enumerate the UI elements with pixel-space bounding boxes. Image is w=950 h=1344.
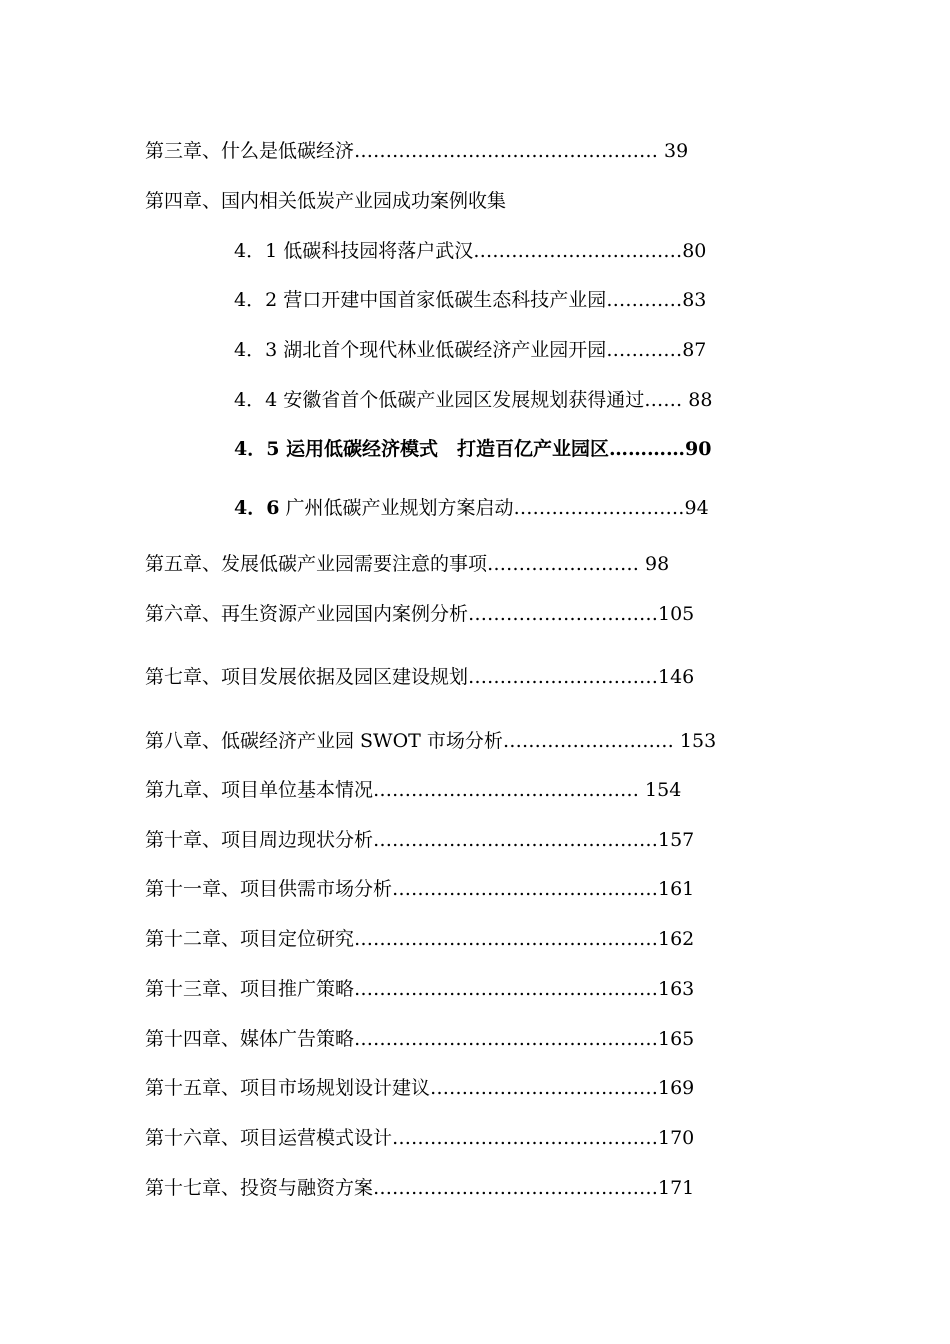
toc-entry-4-5[interactable]: 4．5 运用低碳经济模式 打造百亿产业园区…………90: [234, 438, 712, 460]
toc-entry-ch15[interactable]: 第十五章、项目市场规划设计建议………………………………169: [145, 1077, 695, 1099]
toc-entry-ch4[interactable]: 第四章、国内相关低炭产业园成功案例收集: [145, 190, 507, 212]
toc-entry-4-6-number: 4．6: [234, 497, 280, 519]
toc-entry-ch9[interactable]: 第九章、项目单位基本情况…………………………………… 154: [145, 779, 682, 801]
toc-entry-4-1[interactable]: 4．1 低碳科技园将落户武汉……………………………80: [234, 240, 707, 262]
toc-entry-ch17[interactable]: 第十七章、投资与融资方案………………………………………171: [145, 1177, 695, 1199]
toc-entry-4-6-title: 广州低碳产业规划方案启动………………………94: [279, 497, 709, 519]
toc-entry-4-4[interactable]: 4．4 安徽省首个低碳产业园区发展规划获得通过…… 88: [234, 389, 713, 411]
toc-entry-ch5[interactable]: 第五章、发展低碳产业园需要注意的事项…………………… 98: [145, 553, 670, 575]
toc-entry-ch10[interactable]: 第十章、项目周边现状分析………………………………………157: [145, 829, 695, 851]
toc-entry-4-3[interactable]: 4．3 湖北首个现代林业低碳经济产业园开园…………87: [234, 339, 707, 361]
toc-entry-ch3[interactable]: 第三章、什么是低碳经济………………………………………… 39: [145, 140, 689, 162]
toc-entry-ch16[interactable]: 第十六章、项目运营模式设计……………………………………170: [145, 1127, 695, 1149]
toc-entry-4-2[interactable]: 4．2 营口开建中国首家低碳生态科技产业园…………83: [234, 289, 707, 311]
toc-entry-ch6[interactable]: 第六章、再生资源产业园国内案例分析…………………………105: [145, 603, 695, 625]
toc-entry-ch8[interactable]: 第八章、低碳经济产业园 SWOT 市场分析……………………… 153: [145, 730, 717, 752]
toc-entry-ch13[interactable]: 第十三章、项目推广策略…………………………………………163: [145, 978, 695, 1000]
toc-entry-ch14[interactable]: 第十四章、媒体广告策略…………………………………………165: [145, 1028, 695, 1050]
toc-entry-4-6[interactable]: [234, 496, 709, 520]
toc-entry-ch7[interactable]: 第七章、项目发展依据及园区建设规划…………………………146: [145, 666, 695, 688]
toc-entry-ch12[interactable]: 第十二章、项目定位研究…………………………………………162: [145, 928, 695, 950]
toc-entry-ch11[interactable]: 第十一章、项目供需市场分析……………………………………161: [145, 878, 695, 900]
